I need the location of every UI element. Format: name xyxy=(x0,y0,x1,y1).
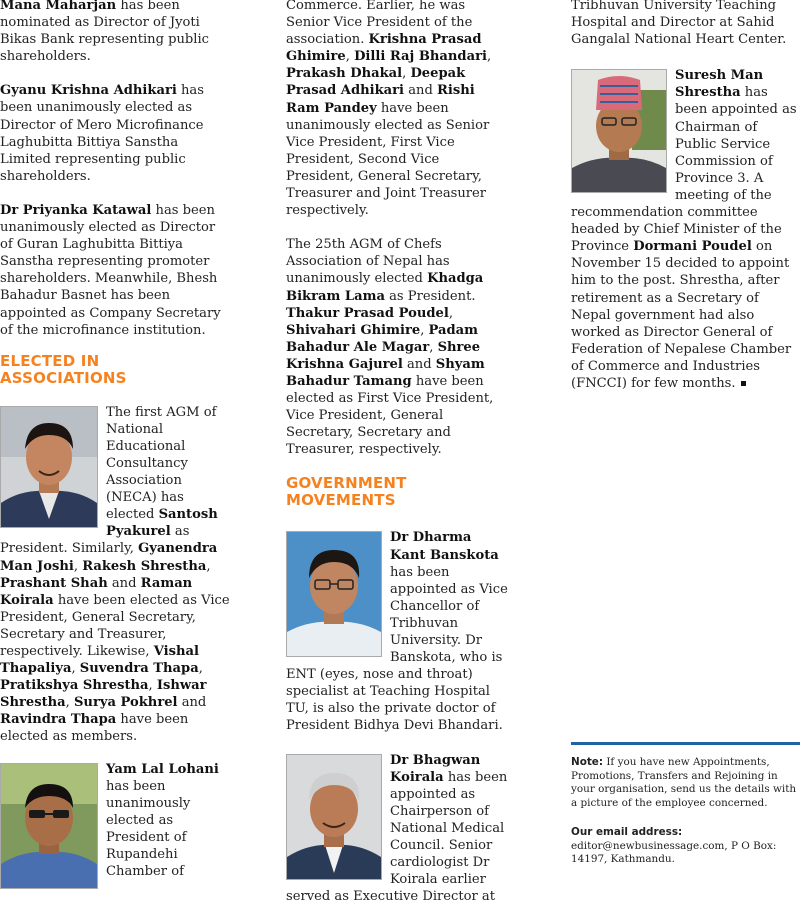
portrait-icon xyxy=(287,532,381,656)
photo-bhagwan-koirala xyxy=(286,754,382,880)
portrait-icon xyxy=(287,755,381,879)
paragraph-gyanu-adhikari: Gyanu Krishna Adhikari has been unanimously elected as Director of Mero Microfinance Laghubitta Bittiya Sanstha Limited representing public shareholders. xyxy=(0,83,204,184)
photo-santosh-pyakurel xyxy=(0,406,98,528)
paragraph-neca: The first AGM of National Educational Consultancy Association (NECA) has elected Santosh Pyakurel as President. Similarly, Gyanendra Man Joshi, Rakesh Shrestha, Prashant Shah and Raman Koirala have been elected as Vice President, General Secretary, Secretary and Treasurer, respectively. Likewise, Vishal Thapaliya, Suvendra Thapa, Pratikshya Shrestha, Ishwar Shrestha, Surya Pokhrel and Ravindra Thapa have been elected as members. xyxy=(0,404,230,745)
portrait-icon xyxy=(1,764,97,888)
photo-yam-lal-lohani xyxy=(0,763,98,889)
paragraph-dharma-kant-banskota: Dr Dharma Kant Banskota has been appointed as Vice Chancellor of Tribhuvan University. Dr Banskota, who is ENT (eyes, nose and throat) specialist at Teaching Hospital TU, is also the private doctor of President Bidhya Devi Bhandari. xyxy=(286,530,508,734)
photo-suresh-man-shrestha xyxy=(571,69,667,193)
paragraph-mana-maharjan: Mana Maharjan has been nominated as Director of Jyoti Bikas Bank representing public shareholders. xyxy=(0,0,210,65)
note-divider-rule xyxy=(571,742,800,745)
paragraph-teaching-hospital: Tribhuvan University Teaching Hospital and Director at Sahid Gangalal National Heart Center. xyxy=(571,0,787,48)
column-2 xyxy=(286,0,508,905)
end-of-article-mark xyxy=(741,381,746,386)
paragraph-chefs-association: The 25th AGM of Chefs Association of Nepal has unanimously elected Khadga Bikram Lama as President. Thakur Prasad Poudel, Shivahari Ghimire, Padam Bahadur Ale Magar, Shree Krishna Gajurel and Shyam Bahadur Tamang have been elected as First Vice President, Vice President, General Secretary, Secretary and Treasurer, respectively. xyxy=(286,237,494,458)
email-address-note: Our email address: editor@newbusinessage.com, P O Box: 14197, Kathmandu. xyxy=(571,826,777,865)
submission-note: Note: If you have new Appointments, Promotions, Transfers and Rejoining in your organisation, send us the details with a picture of the employee concerned. xyxy=(571,756,797,809)
paragraph-yam-lal-lohani: Yam Lal Lohani has been unanimously elected as President of Rupandehi Chamber of xyxy=(0,761,230,881)
paragraph-rupandehi-chamber: Commerce. Earlier, he was Senior Vice President of the association. Krishna Prasad Ghimire, Dilli Raj Bhandari, Prakash Dhakal, Deepak Prasad Adhikari and Rishi Ram Pandey have been unanimously elected as Senior Vice President, First Vice President, Second Vice President, General Secretary, Treasurer and Joint Treasurer respectively. xyxy=(286,0,492,219)
section-heading-government: GOVERNMENT MOVEMENTS xyxy=(286,474,407,510)
column-3 xyxy=(571,0,800,392)
portrait-icon xyxy=(572,70,666,192)
paragraph-priyanka-katawal: Dr Priyanka Katawal has been unanimously elected as Director of Guran Laghubitta Bittiya Sanstha representing promoter shareholders. Meanwhile, Bhesh Bahadur Basnet has been appointed as Company Secretary of the microfinance institution. xyxy=(0,202,221,338)
column-1 xyxy=(0,0,230,893)
section-heading-associations: ELECTED IN ASSOCIATIONS xyxy=(0,351,127,387)
portrait-icon xyxy=(1,407,97,527)
paragraph-bhagwan-koirala: Dr Bhagwan Koirala has been appointed as Chairperson of National Medical Council. Senior cardiologist Dr Koirala earlier served as Executive Director at xyxy=(286,752,508,905)
photo-dharma-kant-banskota xyxy=(286,531,382,657)
paragraph-suresh-man-shrestha: Suresh Man Shrestha has been appointed as Chairman of Public Service Commission of Province 3. A meeting of the recommendation committee headed by Chief Minister of the Province Dormani Poudel on November 15 decided to appoint him to the post. Shrestha, after retirement as a Secretary of Nepal government had also worked as Director General of Federation of Nepalese Chamber of Commerce and Industries (FNCCI) for few months. xyxy=(571,68,797,391)
